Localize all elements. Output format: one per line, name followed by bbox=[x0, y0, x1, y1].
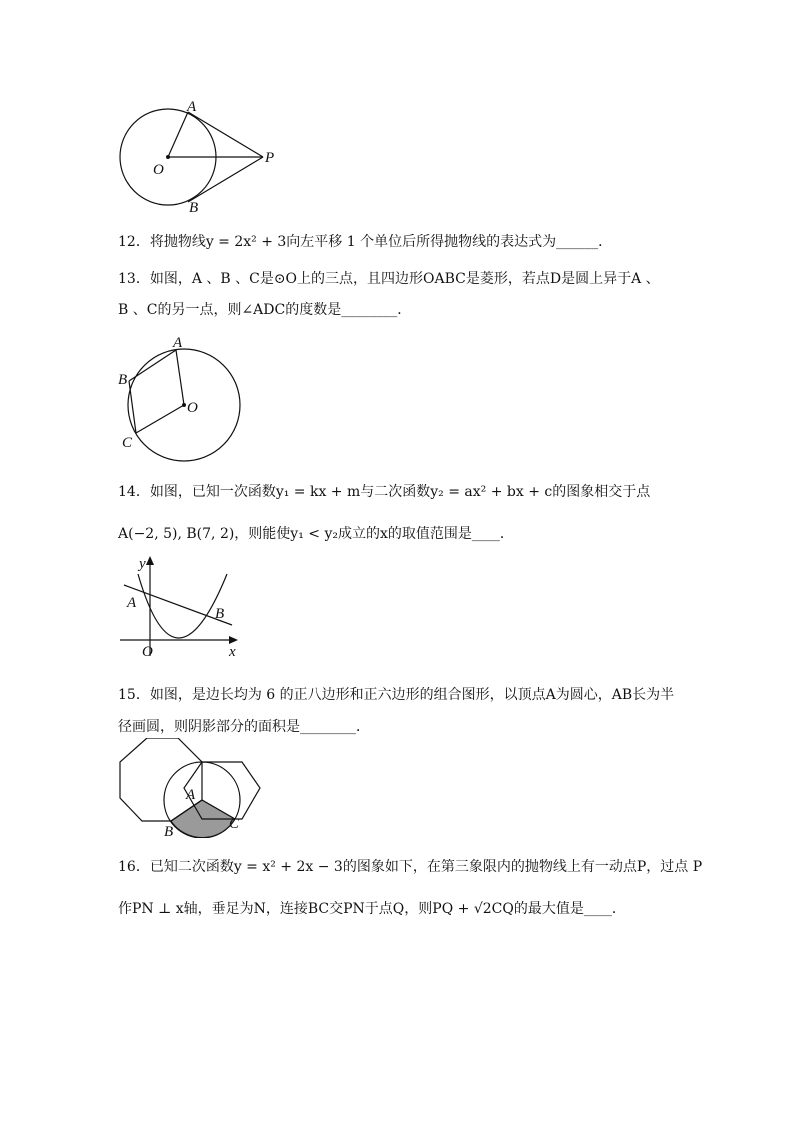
side-ab bbox=[129, 350, 176, 381]
radius-oa bbox=[168, 112, 188, 157]
y-axis-arrow bbox=[146, 556, 154, 565]
octagon-hexagon-figure bbox=[112, 738, 272, 838]
label-b: B bbox=[215, 606, 225, 622]
question-12: 12．将抛物线y = 2x² + 3向左平移 1 个单位后所得抛物线的表达式为______． bbox=[118, 234, 613, 250]
side-co bbox=[136, 405, 184, 433]
label-b: B bbox=[164, 824, 174, 838]
question-14-line1: 14．如图，已知一次函数y₁ = kx + m与二次函数y₂ = ax² + bx + c的图象相交于点 bbox=[118, 484, 651, 500]
label-x: x bbox=[229, 644, 236, 660]
tangent-lines-figure bbox=[112, 96, 292, 216]
center-dot bbox=[166, 155, 170, 159]
label-c: C bbox=[229, 816, 240, 832]
label-a: A bbox=[127, 595, 137, 611]
question-13-line2: B 、C的另一点，则∠ADC的度数是________． bbox=[118, 302, 412, 318]
label-p: P bbox=[265, 150, 275, 166]
question-16-line1: 16．已知二次函数y = x² + 2x − 3的图象如下，在第三象限内的抛物线上有一动点P，过点 P bbox=[118, 859, 703, 875]
label-o: O bbox=[187, 400, 198, 416]
label-c: C bbox=[122, 435, 133, 451]
tangent-pa bbox=[188, 112, 263, 157]
label-a: A bbox=[187, 99, 197, 115]
side-oa bbox=[176, 350, 184, 405]
label-o: O bbox=[153, 162, 164, 178]
question-15-line1: 15．如图，是边长均为 6 的正八边形和正六边形的组合图形，以顶点A为圆心，AB长为半 bbox=[118, 687, 675, 703]
rhombus-circle-figure bbox=[112, 334, 252, 466]
side-bc bbox=[129, 381, 136, 433]
label-o: O bbox=[142, 644, 153, 660]
function-graph-figure bbox=[112, 552, 247, 662]
question-16-line2: 作PN ⊥ x轴，垂足为N，连接BC交PN于点Q，则PQ + √2CQ的最大值是____． bbox=[118, 901, 626, 917]
label-b: B bbox=[118, 372, 128, 388]
parabola-curve bbox=[138, 574, 227, 638]
label-y: y bbox=[139, 556, 146, 572]
question-14-line2: A(−2, 5), B(7, 2)，则能使y₁ < y₂成立的x的取值范围是____． bbox=[118, 526, 514, 542]
label-a: A bbox=[186, 787, 196, 803]
label-a: A bbox=[173, 335, 183, 351]
tangent-pb bbox=[188, 157, 263, 202]
x-axis-arrow bbox=[229, 636, 238, 644]
question-13-line1: 13．如图，A 、B 、C是⊙O上的三点，且四边形OABC是菱形，若点D是圆上异于A 、 bbox=[118, 271, 660, 287]
question-15-line2: 径画圆，则阴影部分的面积是________． bbox=[118, 719, 370, 735]
center-dot bbox=[182, 403, 186, 407]
label-b: B bbox=[189, 200, 199, 216]
